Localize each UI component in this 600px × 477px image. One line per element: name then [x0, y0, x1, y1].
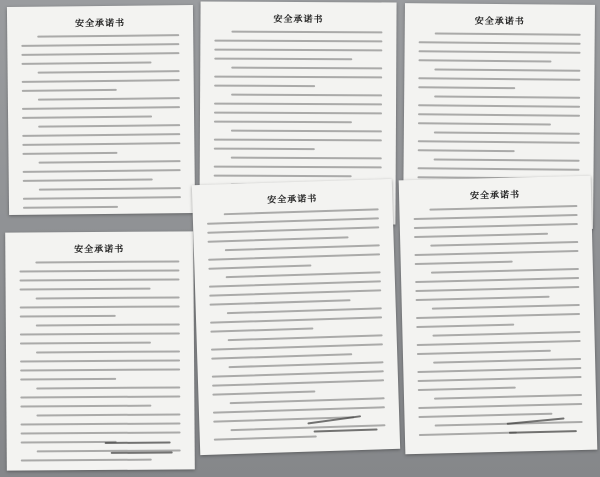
sheet-title: 安全承诺书 — [273, 14, 324, 26]
sheet-title: 安全承诺书 — [75, 18, 126, 30]
pledge-sheet-4 — [5, 231, 195, 470]
sheet-title: 安全承诺书 — [267, 194, 318, 206]
sheet-title: 安全承诺书 — [474, 16, 525, 28]
pledge-sheet-1 — [7, 5, 195, 215]
signature — [305, 415, 386, 442]
sheet-title: 安全承诺书 — [469, 190, 521, 202]
pledge-sheet-6 — [399, 176, 598, 455]
signature — [101, 437, 181, 462]
sheet-body-text — [207, 208, 386, 440]
sheet-body-text — [413, 205, 582, 436]
sheet-body-text — [21, 34, 181, 215]
signature — [503, 416, 584, 442]
sheet-body-text — [19, 260, 180, 461]
sheet-title: 安全承诺书 — [74, 244, 125, 256]
pledge-sheet-5 — [192, 179, 400, 455]
